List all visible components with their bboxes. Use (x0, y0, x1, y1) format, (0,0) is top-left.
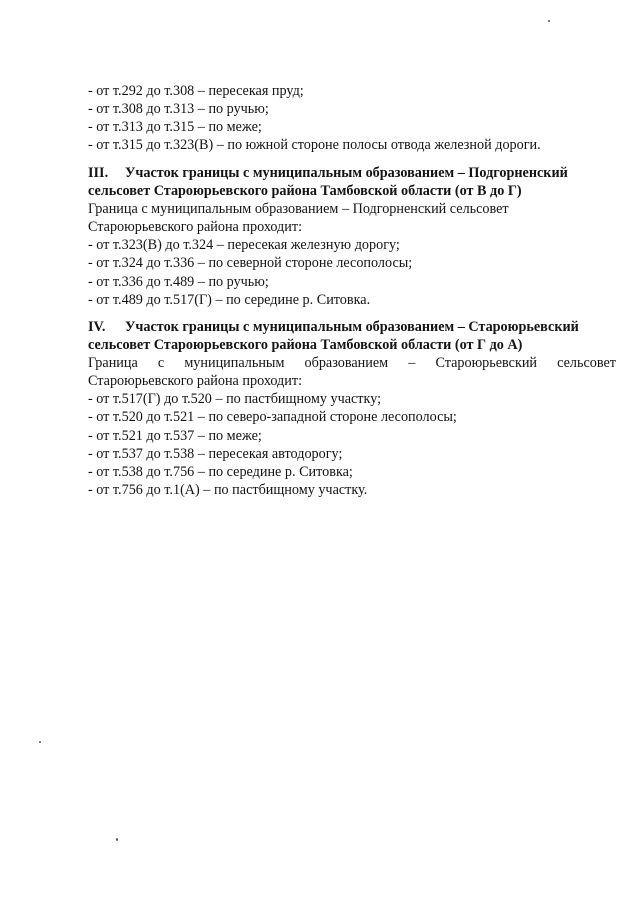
list-item: - от т.324 до т.336 – по северной стороне лесополосы; (88, 255, 413, 272)
section-description-continuation: Староюрьевского района проходит: (88, 219, 303, 236)
list-item: - от т.336 до т.489 – по ручью; (88, 273, 269, 290)
description-word: Староюрьевский (435, 355, 538, 372)
list-item: - от т.537 до т.538 – пересекая автодорогу; (88, 445, 343, 462)
description-word: муниципальным (184, 355, 285, 372)
section-title-text: Участок границы с муниципальным образованием – Подгорненский (125, 165, 568, 181)
section-number: IV. (88, 319, 106, 335)
list-item: - от т.308 до т.313 – по ручью; (88, 101, 269, 118)
section-description: Граница с муниципальным образованием – Подгорненский сельсовет (88, 201, 509, 218)
section-description (88, 354, 616, 372)
section-iv-title (88, 318, 618, 336)
list-item: - от т.517(Г) до т.520 – по пастбищному участку; (88, 391, 382, 408)
section-description-continuation: Староюрьевского района проходит: (88, 373, 303, 390)
intro-list (88, 82, 618, 154)
list-item: - от т.315 до т.323(В) – по южной стороне полосы отвода железной дороги. (88, 137, 541, 154)
list-item: - от т.538 до т.756 – по середине р. Ситовка; (88, 463, 353, 480)
section-iv (88, 318, 618, 499)
list-item: - от т.323(В) до т.324 – пересекая железную дорогу; (88, 237, 400, 254)
list-item: - от т.313 до т.315 – по меже; (88, 119, 262, 136)
section-title-text: Участок границы с муниципальным образованием – Староюрьевский (125, 319, 579, 335)
section-number: III. (88, 165, 109, 181)
description-word: сельсовет (557, 355, 616, 372)
description-word: образованием (304, 355, 389, 372)
list-item: - от т.756 до т.1(А) – по пастбищному участку. (88, 481, 368, 498)
description-word: – (408, 355, 416, 372)
scan-speck (39, 741, 41, 743)
list-item: - от т.521 до т.537 – по меже; (88, 427, 262, 444)
section-title-continuation: сельсовет Староюрьевского района Тамбовской области (от В до Г) (88, 183, 522, 200)
description-word: с (157, 355, 165, 372)
scan-speck (116, 838, 118, 841)
list-item: - от т.520 до т.521 – по северо-западной стороне лесополосы; (88, 409, 457, 426)
list-item: - от т.292 до т.308 – пересекая пруд; (88, 83, 304, 99)
description-word: Граница (88, 355, 138, 372)
section-iii (88, 164, 618, 309)
list-item: - от т.489 до т.517(Г) – по середине р. Ситовка. (88, 291, 371, 308)
section-iii-title (88, 164, 618, 182)
section-title-continuation: сельсовет Староюрьевского района Тамбовской области (от Г до А) (88, 337, 523, 354)
scan-speck (548, 20, 550, 22)
